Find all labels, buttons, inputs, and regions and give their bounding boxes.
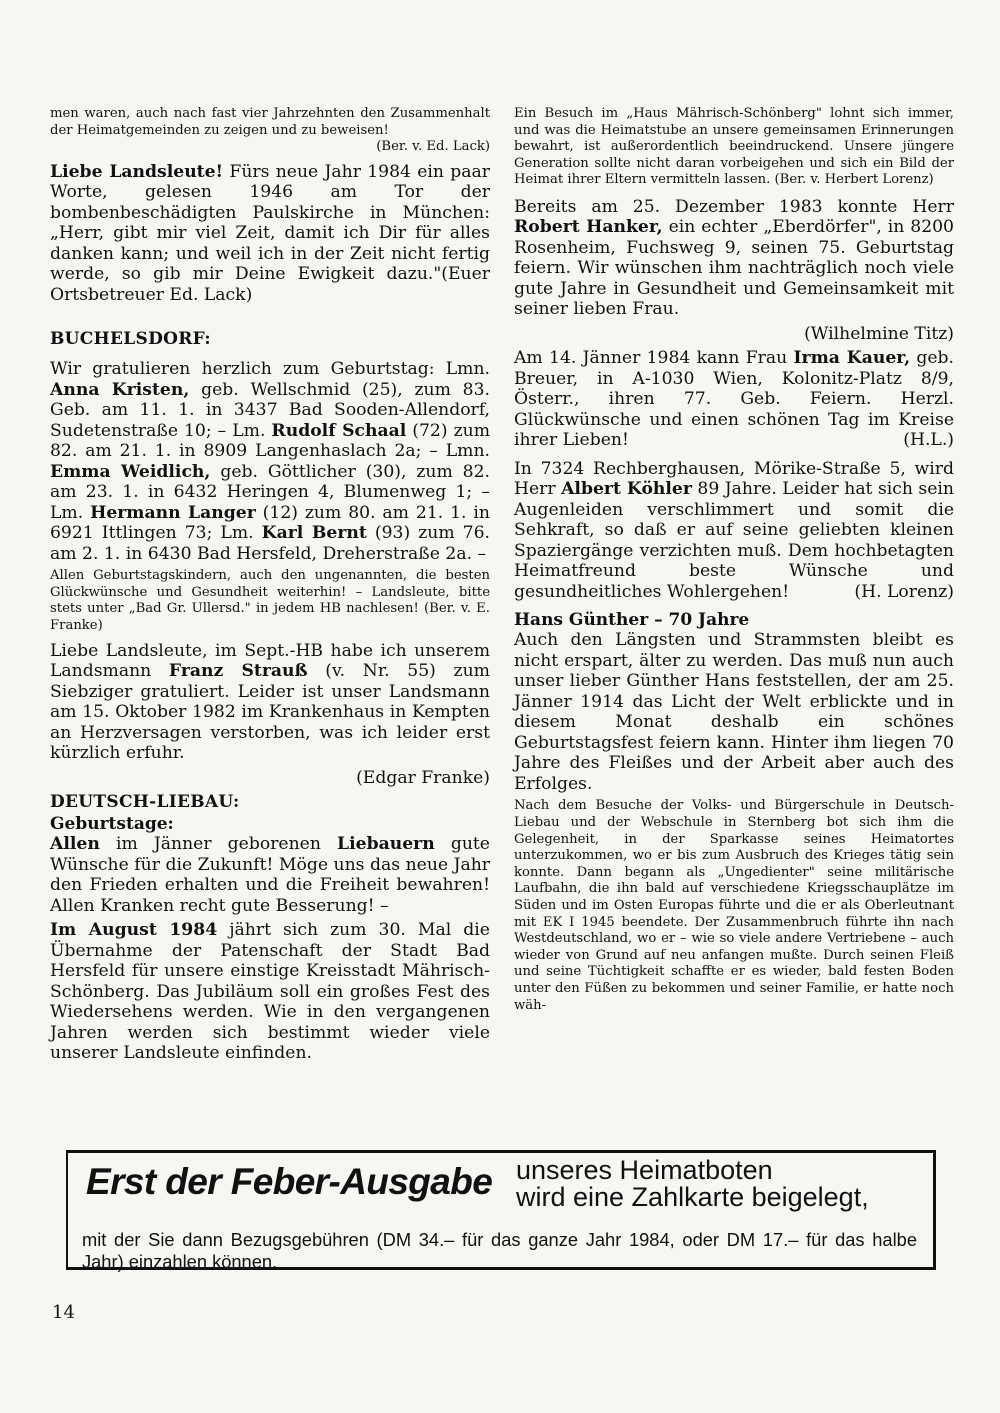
koehler-credit: (H. Lorenz)	[854, 581, 954, 602]
geburtstage-subheading: Geburtstage:	[50, 814, 174, 835]
guenther-paragraph: Auch den Längsten und Strammsten bleibt es nicht erspart, älter zu werden. Das muß nun auch unser lieber Günther Hans feststellen, der am 25. Jänner 1914 das Licht der Welt erblickte und in diesem Monat deshalb ein schönes Geburtstagsfest feiern kann. Hinter ihm liegen 70 Jahre des Fleißes und der Arbeit aber auch des Erfolges.	[514, 630, 954, 794]
koehler-paragraph: In 7324 Rechberghausen, Mörike-Straße 5, wird Herr Albert Köhler 89 Jahre. Leider hat sich sein Augenleiden verschlimmert und somit die Sehkraft, so daß er auf seine geliebten kleinen Spaziergänge verzichten muß. Dem hochbetagten Heimatfreund beste Wünsche und gesundheitliches Wohlergehen! (H. Lorenz)	[514, 458, 954, 602]
zahlkarte-notice	[66, 1150, 936, 1270]
hanker-credit: (Wilhelmine Titz)	[804, 323, 954, 344]
kauer-credit: (H.L.)	[903, 430, 954, 451]
notice-right-line2: wird eine Zahlkarte beigelegt,	[516, 1182, 869, 1212]
intro-credit: (Ber. v. Ed. Lack)	[376, 139, 490, 155]
notice-right-text	[516, 1157, 869, 1211]
liebau-wishes: Allen im Jänner geborenen Liebauern gute Wünsche für die Zukunft! Möge uns das neue Jahr den Frieden erhalten und die Freiheit bewahren! Allen Kranken recht gute Besserung! –	[50, 834, 490, 916]
franke-paragraph: Liebe Landsleute, im Sept.-HB habe ich unserem Landsmann Franz Strauß (v. Nr. 55) zum Siebziger gratuliert. Leider ist unser Landsmann am 15. Oktober 1982 im Krankenhaus in Kempten an Herzversagen verstorben, was ich leider erst kürzlich erfuhr.	[50, 640, 490, 764]
page-number: 14	[52, 1302, 75, 1323]
franke-credit: (Edgar Franke)	[356, 767, 490, 788]
deutsch-liebau-heading: DEUTSCH-LIEBAU:	[50, 792, 240, 813]
hanker-paragraph: Bereits am 25. Dezember 1983 konnte Herr Robert Hanker, ein echter „Eberdörfer", in 8200 Rosenheim, Fuchsweg 9, seinen 75. Geburtstag feiern. Wir wünschen ihm nachträglich noch viele gute Jahre in Gesundheit und Gemeinsamkeit mit seiner lieben Frau.	[514, 196, 954, 320]
buchelsdorf-birthdays: Wir gratulieren herzlich zum Geburtstag: Lmn. Anna Kristen, geb. Wellschmid (25), zum 83. Geb. am 11. 1. in 3437 Bad Sooden-Allendorf, Sudetenstraße 10; – Lm. Rudolf Schaal (72) zum 82. am 21. 1. in 8909 Langenhaslach 2a; – Lmn. Emma Weidlich, geb. Göttlicher (30), zum 82. am 23. 1. in 6432 Heringen 4, Blumenweg 1; – Lm. Hermann Langer (12) zum 80. am 21. 1. in 6921 Ittlingen 73; Lm. Karl Bernt (93) zum 76. am 2. 1. in 6430 Bad Hersfeld, Dreherstraße 2a. –	[50, 359, 491, 564]
besuch-paragraph: Ein Besuch im „Haus Mährisch-Schönberg" lohnt sich immer, und was die Heimatstube an unsere gemeinsamen Erinnerungen bewahrt, ist außerordentlich beeindruckend. Unsere jüngere Generation sollte nicht daran vorbeigehen und sich ein Bild der Heimat ihrer Eltern vermitteln lassen. (Ber. v. Herbert Lorenz)	[514, 106, 954, 188]
right-column	[514, 106, 954, 1018]
notice-right-line1: unseres Heimatboten	[516, 1155, 773, 1185]
notice-headline: Erst der Feber-Ausgabe	[86, 1161, 493, 1202]
notice-body: mit der Sie dann Bezugsgebühren (DM 34.– für das ganze Jahr 1984, oder DM 17.– für das halbe Jahr) einzahlen können.	[82, 1229, 917, 1272]
buchelsdorf-note: Allen Geburtstagskindern, auch den ungenannten, die besten Glückwünsche und Gesundheit weiterhin! – Landsleute, bitte stets unter „Bad Gr. Ullersd." in jedem HB nachlesen! (Ber. v. E. Franke)	[50, 568, 490, 634]
greeting-paragraph: Liebe Landsleute! Fürs neue Jahr 1984 ein paar Worte, gelesen 1946 am Tor der bombenbeschädigten Paulskirche in München: „Herr, gibt mir viel Zeit, damit ich Dir für alles danken kann; und weil ich in der Zeit nicht fertig werde, so gib mir Deine Ewigkeit dazu."(Euer Ortsbetreuer Ed. Lack)	[50, 161, 490, 305]
left-column	[50, 106, 490, 1068]
guenther-biography: Nach dem Besuche der Volks- und Bürgerschule in Deutsch-Liebau und der Webschule in Sternberg bot sich ihm die Gelegenheit, in der Sparkasse seines Heimatortes unterzukommen, wo er bis zum Ausbruch des Krieges tätig sein konnte. Dann begann als „Ungedienter" seine militärische Laufbahn, die ihn bald auf verschiedene Kriegsschauplätze im Süden und im Osten Europas führte und die er als Oberleutnant mit EK I 1945 beendete. Der Zusammenbruch führte ihn nach Westdeutschland, wo er – wie so viele andere Vertriebene – auch wieder von Grund auf neu anfangen mußte. Durch seinen Fleiß und seine Tüchtigkeit schaffte er es wieder, bald festen Boden unter den Füßen zu bekommen und seiner Familie, er hatte noch wäh-	[514, 798, 954, 1013]
august-paragraph: Im August 1984 jährt sich zum 30. Mal die Übernahme der Patenschaft der Stadt Bad Hersfeld für unsere einstige Kreisstadt Mährisch-Schönberg. Das Jubiläum soll ein großes Fest des Wiedersehens werden. Wie in den vergangenen Jahren werden sich bestimmt wieder viele unserer Landsleute einfinden.	[50, 920, 490, 1064]
intro-paragraph: men waren, auch nach fast vier Jahrzehnten den Zusammenhalt der Heimatgemeinden zu zeigen und zu beweisen! (Ber. v. Ed. Lack)	[50, 106, 490, 155]
kauer-paragraph: Am 14. Jänner 1984 kann Frau Irma Kauer, geb. Breuer, in A-1030 Wien, Kolonitz-Platz 8/9, Österr., ihren 77. Geb. Feiern. Herzl. Glückwünsche und einen schönen Tag im Kreise ihrer Lieben! (H.L.)	[514, 348, 955, 451]
guenther-heading: Hans Günther – 70 Jahre	[514, 610, 750, 631]
buchelsdorf-heading: BUCHELSDORF:	[50, 329, 211, 350]
